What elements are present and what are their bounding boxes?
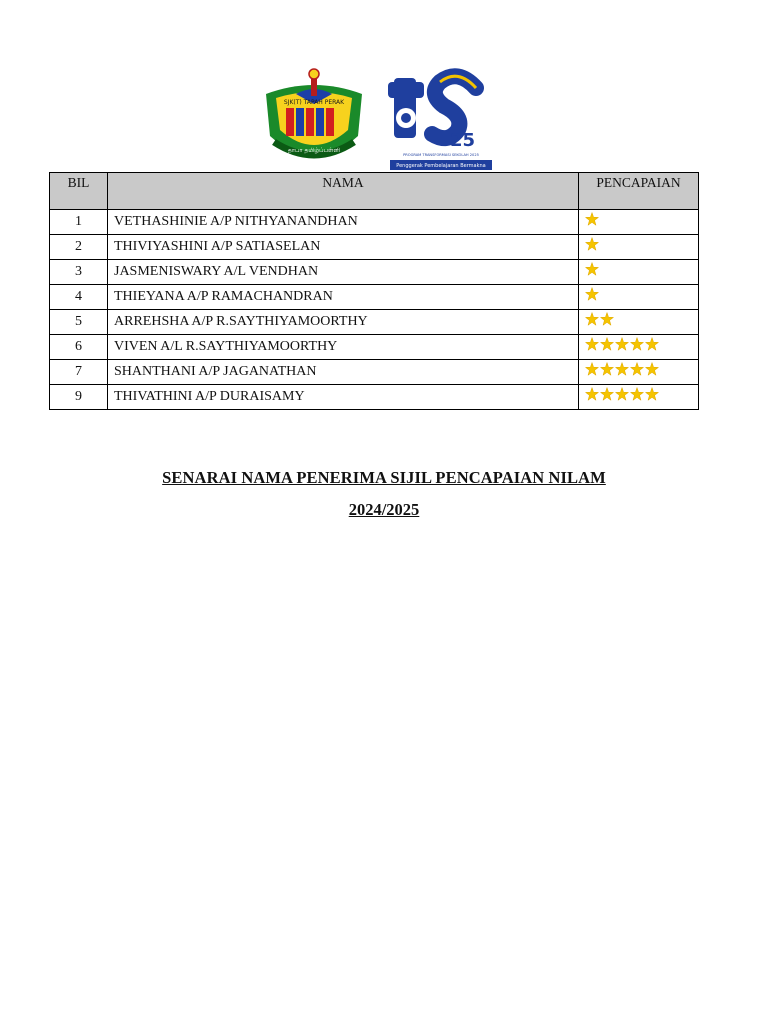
star-icon xyxy=(630,387,644,401)
row-pencapaian-stars xyxy=(579,285,699,310)
recipients-table xyxy=(49,172,699,410)
star-icon xyxy=(585,237,599,251)
star-icon xyxy=(630,337,644,351)
star-rating xyxy=(585,262,600,276)
ts-caption-program: PROGRAM TRANSFORMASI SEKOLAH 2025 xyxy=(403,153,479,157)
row-bil: 4 xyxy=(50,285,108,310)
star-icon xyxy=(585,387,599,401)
ts-number: 25 xyxy=(450,130,476,151)
star-icon xyxy=(585,262,599,276)
row-bil: 5 xyxy=(50,310,108,335)
star-icon xyxy=(600,387,614,401)
document-year: 2024/2025 xyxy=(348,500,420,519)
row-nama: VETHASHINIE A/P NITHYANANDHAN xyxy=(108,210,579,235)
crest-text-top: SJK(T) TAPAH PERAK xyxy=(283,99,345,106)
star-icon xyxy=(645,387,659,401)
star-icon xyxy=(585,212,599,226)
row-nama: ARREHSHA A/P R.SAYTHIYAMOORTHY xyxy=(108,310,579,335)
star-rating xyxy=(585,337,660,351)
star-icon xyxy=(585,337,599,351)
table-row xyxy=(50,335,699,360)
logo-bar xyxy=(0,62,768,172)
table-row xyxy=(50,310,699,335)
row-nama: JASMENISWARY A/L VENDHAN xyxy=(108,260,579,285)
row-pencapaian-stars xyxy=(579,210,699,235)
table-row xyxy=(50,260,699,285)
star-rating xyxy=(585,362,660,376)
row-pencapaian-stars xyxy=(579,335,699,360)
table-row xyxy=(50,235,699,260)
document-heading: SENARAI NAMA PENERIMA SIJIL PENCAPAIAN NILAM xyxy=(162,468,606,487)
row-pencapaian-stars xyxy=(579,235,699,260)
star-icon xyxy=(600,312,614,326)
header-pencapaian: PENCAPAIAN xyxy=(579,173,699,210)
star-rating xyxy=(585,212,600,226)
star-rating xyxy=(585,387,660,401)
header-bil: BIL xyxy=(50,173,108,210)
table-row xyxy=(50,210,699,235)
star-icon xyxy=(615,387,629,401)
row-bil: 3 xyxy=(50,260,108,285)
star-rating xyxy=(585,312,615,326)
school-crest-logo xyxy=(256,64,372,172)
star-icon xyxy=(645,337,659,351)
star-icon xyxy=(585,312,599,326)
row-bil: 2 xyxy=(50,235,108,260)
row-nama: VIVEN A/L R.SAYTHIYAMOORTHY xyxy=(108,335,579,360)
row-bil: 6 xyxy=(50,335,108,360)
row-nama: THIVIYASHINI A/P SATIASELAN xyxy=(108,235,579,260)
row-nama: THIVATHINI A/P DURAISAMY xyxy=(108,385,579,410)
row-nama: SHANTHANI A/P JAGANATHAN xyxy=(108,360,579,385)
star-icon xyxy=(600,362,614,376)
header-nama: NAMA xyxy=(108,173,579,210)
row-bil: 1 xyxy=(50,210,108,235)
star-icon xyxy=(600,337,614,351)
star-icon xyxy=(585,362,599,376)
row-pencapaian-stars xyxy=(579,260,699,285)
table-header-row xyxy=(50,173,699,210)
row-nama: THIEYANA A/P RAMACHANDRAN xyxy=(108,285,579,310)
row-pencapaian-stars xyxy=(579,360,699,385)
star-icon xyxy=(645,362,659,376)
row-bil: 9 xyxy=(50,385,108,410)
row-bil: 7 xyxy=(50,360,108,385)
star-rating xyxy=(585,287,600,301)
row-pencapaian-stars xyxy=(579,385,699,410)
table-row xyxy=(50,385,699,410)
table-row xyxy=(50,360,699,385)
row-pencapaian-stars xyxy=(579,310,699,335)
star-rating xyxy=(585,237,600,251)
table-row xyxy=(50,285,699,310)
ts25-program-logo xyxy=(388,64,494,172)
star-icon xyxy=(630,362,644,376)
star-icon xyxy=(585,287,599,301)
star-icon xyxy=(615,362,629,376)
ts-caption-tagline: Penggerak Pembelajaran Bermakna xyxy=(396,163,486,169)
star-icon xyxy=(615,337,629,351)
crest-text-bottom: தாபா தமிழ்ப்பள்ளி xyxy=(287,147,341,154)
